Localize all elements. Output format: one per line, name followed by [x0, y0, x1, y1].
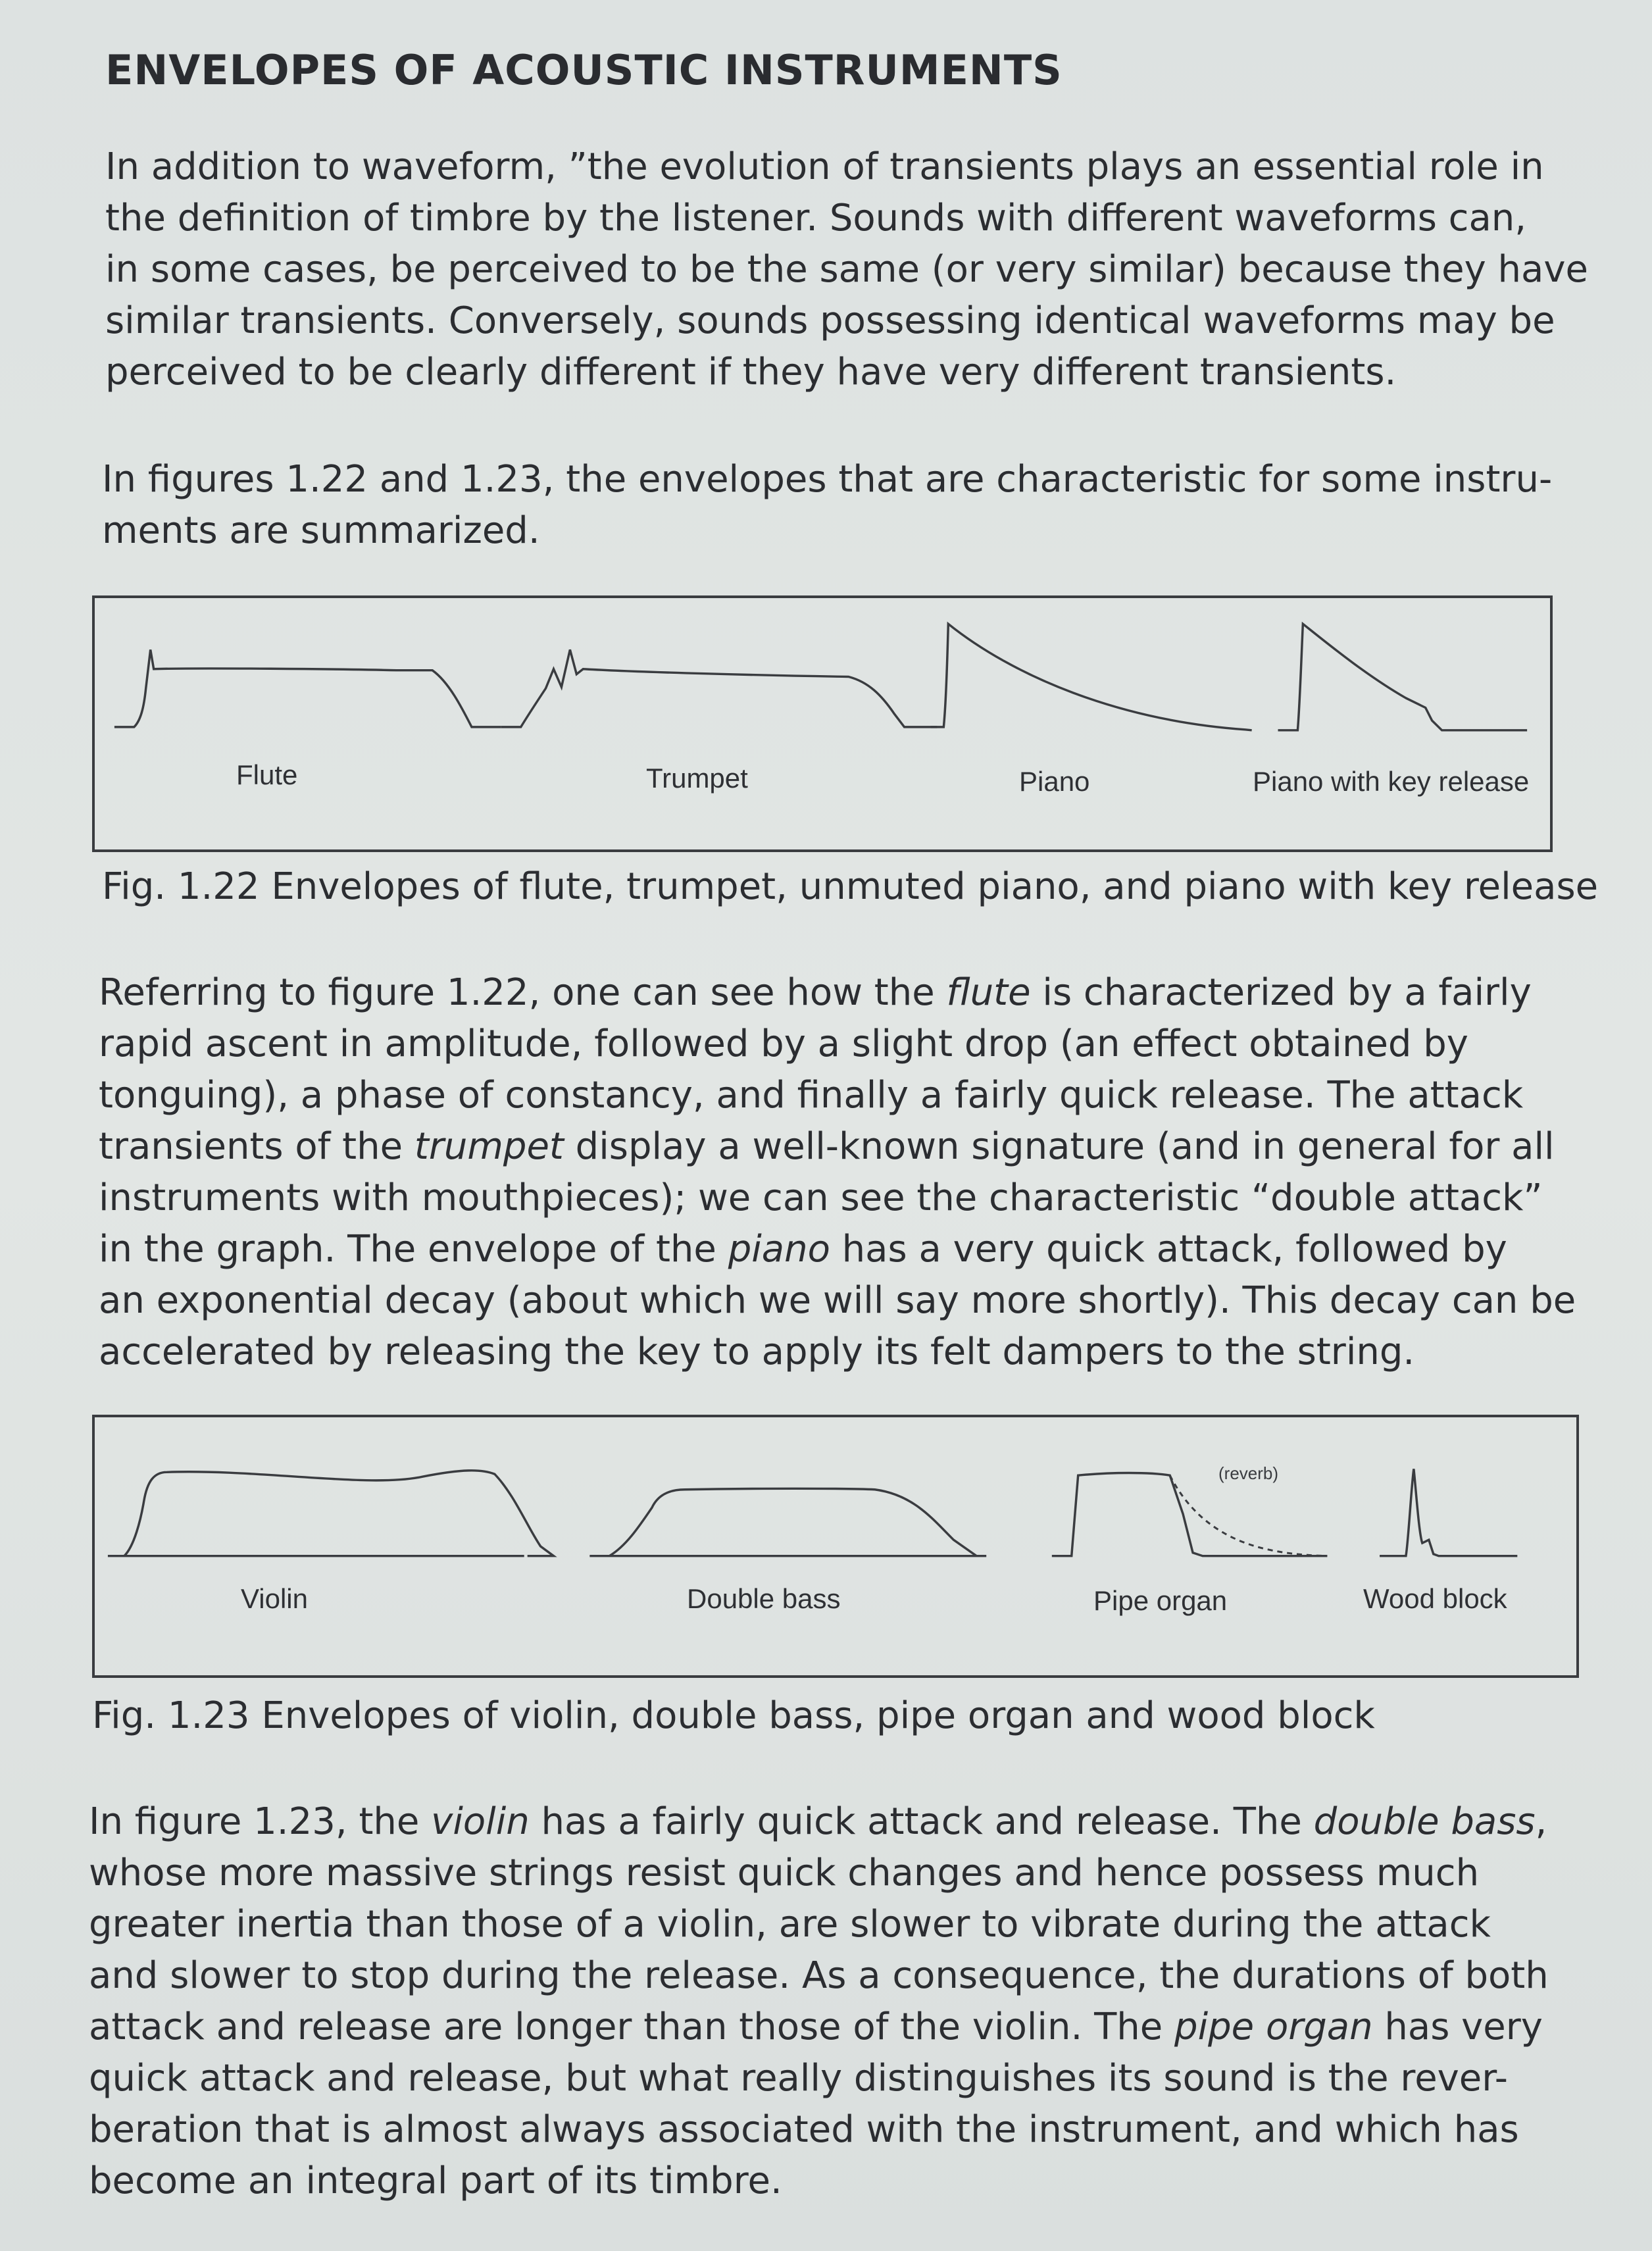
figure-1-22-discussion [99, 967, 1576, 1378]
text-span: is characterized by a fairly [1030, 971, 1532, 1014]
text-span: attack and release are longer than those of the violin. The [89, 2006, 1175, 2048]
emphasis-flute: flute [946, 971, 1031, 1014]
figure-1-22-caption: Fig. 1.22 Envelopes of flute, trumpet, unmuted piano, and piano with key release [102, 865, 1599, 908]
text-span: in the graph. The envelope of the [99, 1228, 728, 1271]
emphasis-pipe-organ: pipe organ [1174, 2006, 1373, 2048]
text-span: Referring to figure 1.22, one can see how the [99, 971, 947, 1014]
text-line: whose more massive strings resist quick changes and hence possess much [89, 1852, 1480, 1894]
text-line: in some cases, be perceived to be the same (or very similar) because they have [105, 248, 1588, 291]
text-line: tonguing), a phase of constancy, and finally a fairly quick release. The attack [99, 1074, 1524, 1117]
double-bass-envelope-curve [589, 1488, 986, 1555]
text-span: has very [1372, 2006, 1543, 2048]
trumpet-label: Trumpet [646, 763, 748, 794]
flute-label: Flute [236, 759, 298, 790]
figure-1-22-drawing [95, 598, 1550, 849]
figure-1-23-caption: Fig. 1.23 Envelopes of violin, double bass, pipe organ and wood block [92, 1694, 1375, 1737]
violin-envelope-curve [108, 1471, 554, 1556]
text-line: perceived to be clearly different if they have very different transients. [105, 351, 1397, 393]
text-line: ments are summarized. [102, 509, 540, 552]
text-line [99, 967, 1566, 1019]
text-line: similar transients. Conversely, sounds possessing identical waveforms may be [105, 299, 1555, 342]
text-line: become an integral part of its timbre. [89, 2160, 782, 2202]
emphasis-trumpet: trumpet [414, 1125, 564, 1168]
figure-1-22 [92, 595, 1553, 852]
figure-1-23 [92, 1415, 1579, 1678]
piano-key-release-envelope-curve [1278, 624, 1527, 730]
trumpet-envelope-curve [501, 649, 938, 727]
piano-label: Piano [1019, 766, 1090, 797]
text-span: transients of the [99, 1125, 414, 1168]
text-line: instruments with mouthpieces); we can see the characteristic “double attack” [99, 1176, 1543, 1219]
figure-1-23-drawing [95, 1417, 1576, 1675]
text-line [99, 1121, 1566, 1173]
piano-key-release-label: Piano with key release [1253, 766, 1530, 797]
pipe-organ-envelope-curve [1052, 1473, 1328, 1556]
wood-block-envelope-curve [1380, 1469, 1517, 1555]
text-span: has a fairly quick attack and release. The [529, 1800, 1314, 1843]
text-line [99, 1224, 1566, 1275]
emphasis-violin: violin [431, 1800, 530, 1843]
text-line: In figures 1.22 and 1.23, the envelopes that are characteristic for some instru- [102, 458, 1553, 501]
text-line: an exponential decay (about which we will say more shortly). This decay can be [99, 1279, 1576, 1322]
reverb-tail-curve [1170, 1475, 1327, 1556]
text-line: accelerated by releasing the key to apply its felt dampers to the string. [99, 1330, 1415, 1373]
text-line: and slower to stop during the release. As a consequence, the durations of both [89, 1954, 1549, 1997]
text-span: has a very quick attack, followed by [830, 1228, 1507, 1271]
text-line [89, 1796, 1582, 1848]
text-span: , [1535, 1800, 1547, 1843]
section-heading: ENVELOPES OF ACOUSTIC INSTRUMENTS [105, 46, 1063, 94]
text-line: rapid ascent in amplitude, followed by a slight drop (an effect obtained by [99, 1023, 1468, 1065]
figures-intro-paragraph [102, 454, 1553, 557]
text-span: display a well-known signature (and in general for all [563, 1125, 1555, 1168]
text-line [89, 2002, 1582, 2053]
figure-1-23-discussion [89, 1796, 1582, 2207]
emphasis-piano: piano [728, 1228, 830, 1271]
text-span: In figure 1.23, the [89, 1800, 432, 1843]
intro-paragraph [105, 141, 1588, 398]
text-line: the definition of timbre by the listener. Sounds with different waveforms can, [105, 197, 1527, 240]
reverb-label: (reverb) [1218, 1463, 1279, 1483]
text-line: quick attack and release, but what really distinguishes its sound is the rever- [89, 2057, 1508, 2100]
text-line: beration that is almost always associated with the instrument, and which has [89, 2108, 1519, 2151]
wood-block-label: Wood block [1363, 1583, 1507, 1614]
emphasis-double-bass: double bass [1313, 1800, 1536, 1843]
text-line: greater inertia than those of a violin, are slower to vibrate during the attack [89, 1903, 1491, 1946]
text-line: In addition to waveform, ”the evolution of transients plays an essential role in [105, 145, 1544, 188]
violin-label: Violin [241, 1583, 308, 1614]
piano-envelope-curve [930, 624, 1251, 730]
flute-envelope-curve [114, 649, 501, 727]
double-bass-label: Double bass [687, 1583, 841, 1614]
pipe-organ-label: Pipe organ [1093, 1585, 1228, 1616]
